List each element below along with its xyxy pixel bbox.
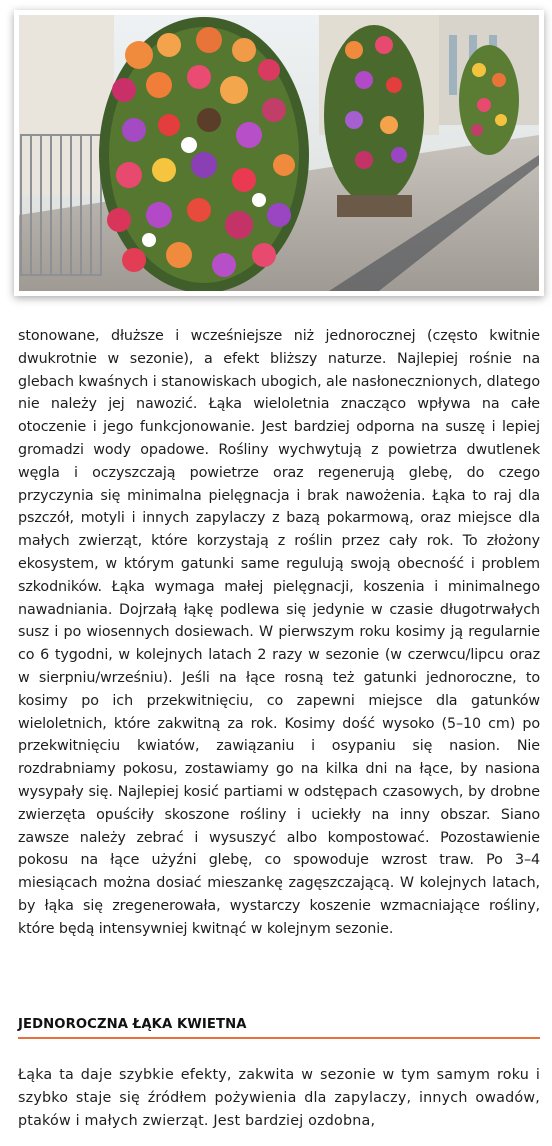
section-heading: JEDNOROCZNA ŁĄKA KWIETNA xyxy=(18,1017,540,1039)
article-body xyxy=(18,325,540,941)
flower-tower-street-photo xyxy=(19,15,539,291)
article-photo xyxy=(14,10,544,296)
article-paragraph: stonowane, dłuższe i wcześniejsze niż jednorocznej (często kwitnie dwukrotnie w sezonie), a efekt bliższy naturze. Najlepiej rośnie na glebach kwaśnych i stanowiskach ubogich, ale nasłonecznionych, dlatego nie należy jej nawozić. Łąka wieloletnia znacząco wpływa na całe otoczenie i jego funkcjonowanie. Jest bardziej odporna na suszę i lepiej gromadzi wody opadowe. Rośliny wychwytują z powietrza dwutlenek węgla i oczyszczają powietrze oraz regenerują glebę, do czego przyczynia się minimalna pielęgnacja i brak nawożenia. Łąka to raj dla pszczół, motyli i innych zapylaczy z bazą pokarmową, oraz miejsce dla małych zwierząt, które korzystają z roślin przez cały rok. To złożony ekosystem, w którym gatunki same regulują swoją obecność i problem szkodników. Łąka wymaga małej pielęgnacji, koszenia i minimalnego nawadniania. Dojrzałą łąkę podlewa się jedynie w czasie długotrwałych susz i po wiosennych dosiewach. W pierwszym roku kosimy ją regularnie co 6 tygodni, w kolejnych latach 2 razy w sezonie (w czerwcu/lipcu oraz w sierpniu/wrześniu). Jeśli na łące rosną też gatunki jednoroczne, to kosimy po ich przekwitnięciu, co zapewni miejsce dla gatunków wieloletnich, które zakwitną za rok. Kosimy dość wysoko (5–10 cm) po przekwitnięciu kwiatów, zawiązaniu i osypaniu się nasion. Nie rozdrabniamy pokosu, zostawiamy go na kilka dni na łące, by nasiona wysypały się. Najlepiej kosić partiami w odstępach czasowych, by drobne zwierzęta opuściły skoszone rośliny i uciekły na inny obszar. Siano zawsze należy zebrać i wysuszyć albo kompostować. Pozostawienie pokosu na łące użyźni glebę, co spowoduje wzrost traw. Po 3–4 miesiącach można dosiać mieszankę zagęszczającą. W kolejnych latach, by łąka się zregenerowała, wystarczy koszenie wzmacniające rośliny, które będą intensywniej kwitnąć w kolejnym sezonie. xyxy=(18,328,540,937)
article-paragraph-2: Łąka ta daje szybkie efekty, zakwita w sezonie w tym samym roku i szybko staje się źródłem pożywienia dla zapylaczy, innych owadów, ptaków i małych zwierząt. Jest bardziej ozdobna, xyxy=(18,1067,540,1129)
